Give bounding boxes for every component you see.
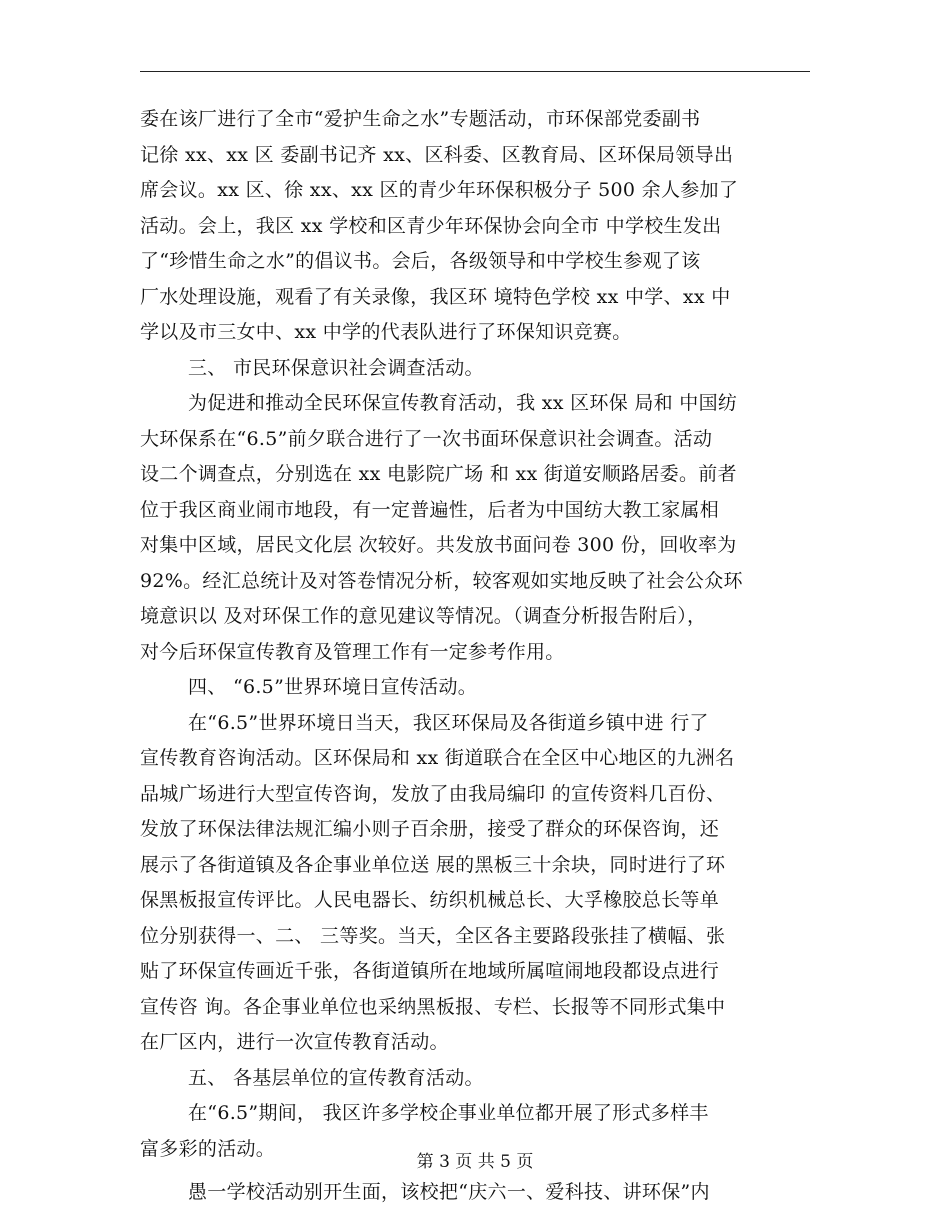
text-line: 在“6.5”世界环境日当天，我区环保局及各街道乡镇中进 行了: [188, 711, 709, 734]
text-line: 愚一学校活动别开生面，该校把“庆六一、爱科技、讲环保”内: [188, 1181, 710, 1203]
text-line: 发放了环保法律法规汇编小则子百余册，接受了群众的环保咨询，还: [140, 818, 720, 840]
text-line: 境意识以 及对环保工作的意见建议等情况。（调查分析报告附后），: [140, 605, 707, 627]
text-line: 为促进和推动全民环保宣传教育活动，我 xx 区环保 局和 中国纺: [188, 392, 738, 414]
text-line: 对今后环保宣传教育及管理工作有一定参考作用。: [140, 640, 565, 663]
page-footer: 第 3 页 共 5 页: [416, 1152, 534, 1172]
text-line: 大环保系在“6.5”前夕联合进行了一次书面环保意识社会调查。活动: [140, 427, 713, 450]
text-line: 了“珍惜生命之水”的倡议书。会后，各级领导和中学校生参观了该: [140, 250, 701, 272]
text-line: 委在该厂进行了全市“爱护生命之水”专题活动，市环保部党委副书: [140, 108, 701, 130]
text-line: 对集中区域，居民文化层 次较好。共发放书面问卷 300 份，回收率为: [140, 534, 737, 556]
text-line: 位于我区商业闹市地段，有一定普遍性，后者为中国纺大教工家属相: [140, 498, 720, 521]
section-heading: 四、 “6.5”世界环境日宣传活动。: [188, 676, 478, 698]
section-heading: 五、 各基层单位的宣传教育活动。: [188, 1066, 484, 1089]
text-line: 92%。经汇总统计及对答卷情况分析，较客观如实地反映了社会公众环: [140, 569, 743, 592]
text-line: 贴了环保宣传画近千张，各街道镇所在地域所属喧闹地段都设点进行: [140, 960, 720, 982]
text-line: 位分别获得一、二、 三等奖。当天，全区各主要路段张挂了横幅、张: [140, 924, 726, 947]
text-line: 设二个调查点，分别选在 xx 电影院广场 和 xx 街道安顺路居委。前者: [140, 463, 737, 485]
text-line: 记徐 xx、xx 区 委副书记齐 xx、区科委、区教育局、区环保局领导出: [140, 143, 734, 166]
header-rule: [140, 71, 810, 72]
section-heading: 三、 市民环保意识社会调查活动。: [188, 356, 484, 379]
text-line: 厂水处理设施，观看了有关录像，我区环 境特色学校 xx 中学、xx 中: [140, 285, 731, 308]
text-line: 席会议。xx 区、徐 xx、xx 区的青少年环保积极分子 500 余人参加了: [140, 179, 739, 201]
text-line: 品城广场进行大型宣传咨询，发放了由我局编印 的宣传资料几百份、: [140, 782, 726, 805]
text-line: 展示了各街道镇及各企事业单位送 展的黑板三十余块，同时进行了环: [140, 853, 726, 876]
text-line: 保黑板报宣传评比。人民电器长、纺织机械总长、大孚橡胶总长等单: [140, 889, 720, 911]
text-line: 学以及市三女中、xx 中学的代表队进行了环保知识竞赛。: [140, 321, 632, 343]
text-line: 宣传教育咨询活动。区环保局和 xx 街道联合在全区中心地区的九洲名: [140, 747, 735, 769]
document-body: [140, 102, 810, 1211]
text-line: 富多彩的活动。: [140, 1137, 276, 1160]
text-line: 在“6.5”期间， 我区许多学校企事业单位都开展了形式多样丰: [188, 1102, 709, 1124]
text-line: 活动。会上，我区 xx 学校和区青少年环保协会向全市 中学校生发出: [140, 214, 722, 237]
text-line: 在厂区内，进行一次宣传教育活动。: [140, 1031, 449, 1053]
text-line: 宣传咨 询。各企事业单位也采纳黑板报、专栏、长报等不同形式集中: [140, 995, 726, 1018]
